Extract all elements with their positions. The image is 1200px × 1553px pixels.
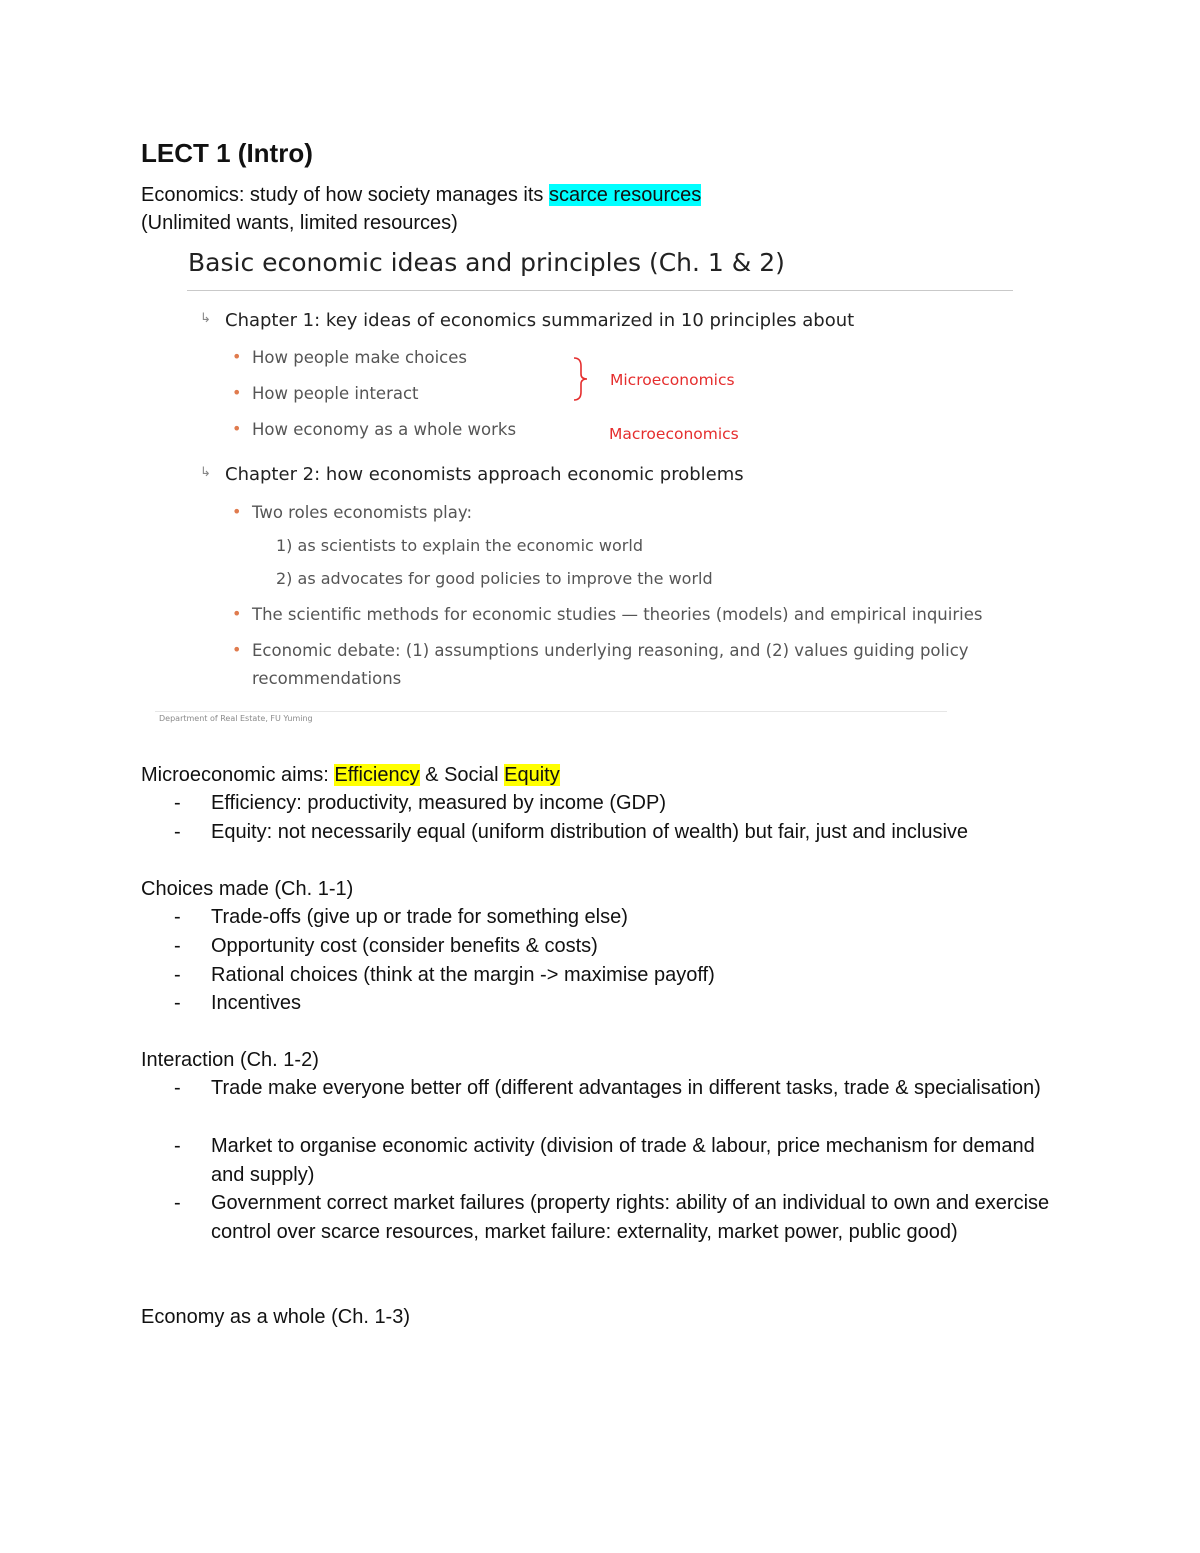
economy-heading: Economy as a whole (Ch. 1-3)	[141, 1306, 411, 1328]
micro-aims-text: & Social	[419, 764, 505, 786]
highlight-efficiency: Efficiency	[334, 764, 420, 786]
bullet-dot-icon: •	[232, 347, 242, 366]
slide-ch1-item	[232, 419, 517, 439]
curly-brace-icon	[571, 356, 593, 402]
slide-ch1-item-text: How economy as a whole works	[252, 420, 517, 439]
slide-ch2-subitem: 2) as advocates for good policies to improve the world	[276, 569, 713, 588]
bullet-dot-icon: •	[232, 502, 242, 521]
slide-ch2-subitem: 1) as scientists to explain the economic world	[276, 536, 643, 555]
slide-ch2-item	[232, 502, 473, 522]
list-item-text: Rational choices (think at the margin -> maximise payoff)	[211, 964, 715, 986]
slide-ch2-item	[232, 640, 969, 660]
slide-footer-divider	[155, 711, 947, 712]
slide-ch1-item-text: How people interact	[252, 384, 419, 403]
list-item-text: Incentives	[211, 992, 302, 1014]
bullet-dot-icon: •	[232, 604, 242, 623]
slide-title: Basic economic ideas and principles (Ch. 1 & 2)	[188, 248, 785, 277]
slide-ch1-heading-text: Chapter 1: key ideas of economics summarized in 10 principles about	[225, 310, 855, 331]
list-item-text: Government correct market failures (property rights: ability of an individual to own and exercise control over scarce resources, market failure: externality, market power, public good)	[211, 1192, 1050, 1243]
page-title: LECT 1 (Intro)	[141, 138, 313, 168]
slide-ch2-heading-text: Chapter 2: how economists approach economic problems	[225, 464, 744, 485]
list-item-text: Market to organise economic activity (division of trade & labour, price mechanism for demand and supply)	[211, 1135, 1035, 1186]
micro-aims-heading	[141, 761, 560, 789]
arrow-bullet-icon: ↳	[200, 311, 211, 326]
slide-ch2-item-continuation: recommendations	[252, 669, 402, 688]
dash-bullet: -	[174, 906, 181, 928]
highlight-equity: Equity	[504, 764, 560, 786]
highlight-scarce-resources: scarce resources	[548, 184, 702, 206]
list-item-text: Equity: not necessarily equal (uniform distribution of wealth) but fair, just and inclusive	[211, 821, 969, 843]
slide-ch2-heading	[200, 464, 744, 485]
dash-bullet: -	[174, 992, 181, 1014]
list-item-text: Efficiency: productivity, measured by income (GDP)	[211, 792, 666, 814]
intro-line	[141, 181, 701, 209]
list-item-text: Trade-offs (give up or trade for something else)	[211, 906, 628, 928]
intro-text: Economics: study of how society manages its	[141, 184, 549, 206]
bullet-dot-icon: •	[232, 640, 242, 659]
list-item-text: Opportunity cost (consider benefits & costs)	[211, 935, 598, 957]
intro-line-2: (Unlimited wants, limited resources)	[141, 212, 458, 234]
embedded-slide	[141, 244, 1021, 732]
slide-ch1-item-text: How people make choices	[252, 348, 467, 367]
bullet-dot-icon: •	[232, 383, 242, 402]
microeconomics-label: Microeconomics	[610, 371, 735, 389]
dash-bullet: -	[174, 964, 181, 986]
slide-ch2-item-text: The scientific methods for economic studies — theories (models) and empirical inquiries	[252, 605, 983, 624]
micro-aims-text: Microeconomic aims:	[141, 764, 335, 786]
slide-divider	[187, 290, 1013, 291]
dash-bullet: -	[174, 935, 181, 957]
slide-ch2-item-text: Economic debate: (1) assumptions underlying reasoning, and (2) values guiding policy	[252, 641, 969, 660]
arrow-bullet-icon: ↳	[200, 465, 211, 480]
slide-ch1-heading	[200, 310, 855, 331]
slide-ch2-item-text: Two roles economists play:	[252, 503, 473, 522]
interaction-heading: Interaction (Ch. 1-2)	[141, 1049, 319, 1071]
dash-bullet: -	[174, 1135, 181, 1157]
choices-heading: Choices made (Ch. 1-1)	[141, 878, 354, 900]
dash-bullet: -	[174, 1077, 181, 1099]
list-item-text: Trade make everyone better off (different advantages in different tasks, trade & specialisation)	[211, 1077, 1041, 1099]
slide-footer: Department of Real Estate, FU Yuming	[159, 714, 313, 723]
macroeconomics-label: Macroeconomics	[609, 425, 739, 443]
dash-bullet: -	[174, 1192, 181, 1214]
bullet-dot-icon: •	[232, 419, 242, 438]
slide-ch2-item	[232, 604, 983, 624]
slide-ch1-item	[232, 347, 467, 367]
dash-bullet: -	[174, 821, 181, 843]
slide-ch1-item	[232, 383, 419, 403]
dash-bullet: -	[174, 792, 181, 814]
